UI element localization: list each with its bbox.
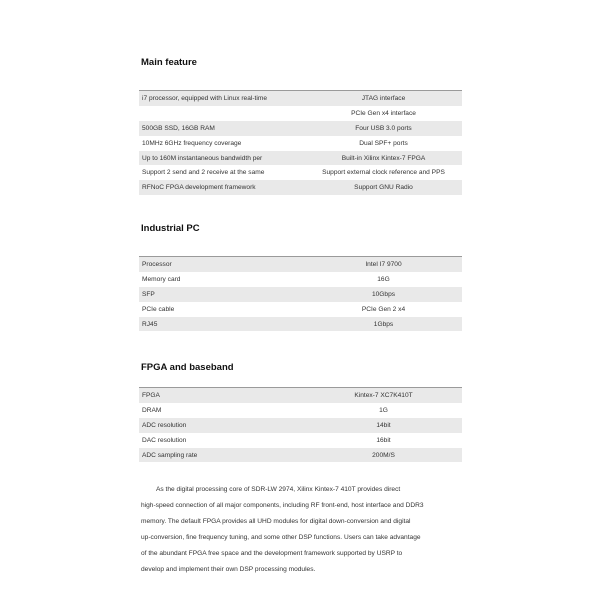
table-cell: Support 2 send and 2 receive at the same [142,169,265,177]
industrial-pc-table [139,256,462,331]
table-row [139,448,462,463]
table-cell: PCIe cable [142,305,175,313]
table-cell: 1Gbps [305,317,462,332]
table-row [139,180,462,195]
table-cell: Processor [139,257,305,272]
table-row [139,317,462,332]
industrial-pc-title: Industrial PC [141,223,200,234]
table-cell: ADC resolution [139,418,305,433]
table-cell: Intel I7 9700 [305,257,462,272]
table-cell: PCIe Gen 2 x4 [361,305,406,313]
table-cell: PCIe Gen x4 interface [351,109,416,117]
table-row [139,302,462,317]
main-feature-title: Main feature [141,57,197,68]
table-row [139,388,462,403]
table-row [139,257,462,272]
fpga-baseband-table [139,387,462,462]
paragraph-line: of the abundant FPGA free space and the development framework supported by USRP to [141,550,403,557]
table-cell: DRAM [142,406,162,414]
description-paragraph [141,482,463,578]
table-cell: 1G [379,406,388,414]
table-cell [139,106,305,121]
table-row [139,165,462,180]
table-cell: Built-in Xilinx Kintex-7 FPGA [305,151,462,166]
table-row [139,121,462,136]
table-cell: SFP [139,287,305,302]
table-cell: RFNoC FPGA development framework [139,180,305,195]
table-row [139,433,462,448]
paragraph-line: develop and implement their own DSP processing modules. [141,566,316,573]
table-cell: Memory card [142,275,181,283]
table-cell: DAC resolution [142,436,187,444]
table-row [139,403,462,418]
table-cell: i7 processor, equipped with Linux real-time [139,91,305,106]
table-row [139,91,462,106]
fpga-baseband-title: FPGA and baseband [141,362,234,373]
table-cell: Support external clock reference and PPS [322,169,445,177]
table-cell: 500GB SSD, 16GB RAM [139,121,305,136]
table-row [139,418,462,433]
paragraph-line: up-conversion, fine frequency tuning, and some other DSP functions. Users can take advantage [141,534,421,541]
paragraph-line: As the digital processing core of SDR-LW 2974, Xilinx Kintex-7 410T provides direct [156,486,401,493]
table-cell: Four USB 3.0 ports [305,121,462,136]
table-cell: 10Gbps [305,287,462,302]
table-cell: Dual SPF+ ports [359,139,408,147]
table-cell: 14bit [305,418,462,433]
table-row [139,272,462,287]
main-feature-table [139,90,462,195]
paragraph-line: memory. The default FPGA provides all UHD modules for digital down-conversion and digital [141,518,411,525]
table-cell: Support GNU Radio [305,180,462,195]
table-cell: 16G [377,275,390,283]
table-cell: Up to 160M instantaneous bandwidth per [139,151,305,166]
table-row [139,151,462,166]
table-cell: ADC sampling rate [139,448,305,463]
table-row [139,106,462,121]
table-cell: 16bit [376,436,391,444]
table-row [139,287,462,302]
table-cell: Kintex-7 XC7K410T [305,388,462,403]
table-cell: RJ45 [139,317,305,332]
paragraph-line: high-speed connection of all major components, including RF front-end, host interface and DDR3 [141,502,424,509]
table-cell: JTAG interface [305,91,462,106]
table-row [139,136,462,151]
table-cell: 200M/S [305,448,462,463]
table-cell: FPGA [139,388,305,403]
table-cell: 10MHz 6GHz frequency coverage [142,139,242,147]
